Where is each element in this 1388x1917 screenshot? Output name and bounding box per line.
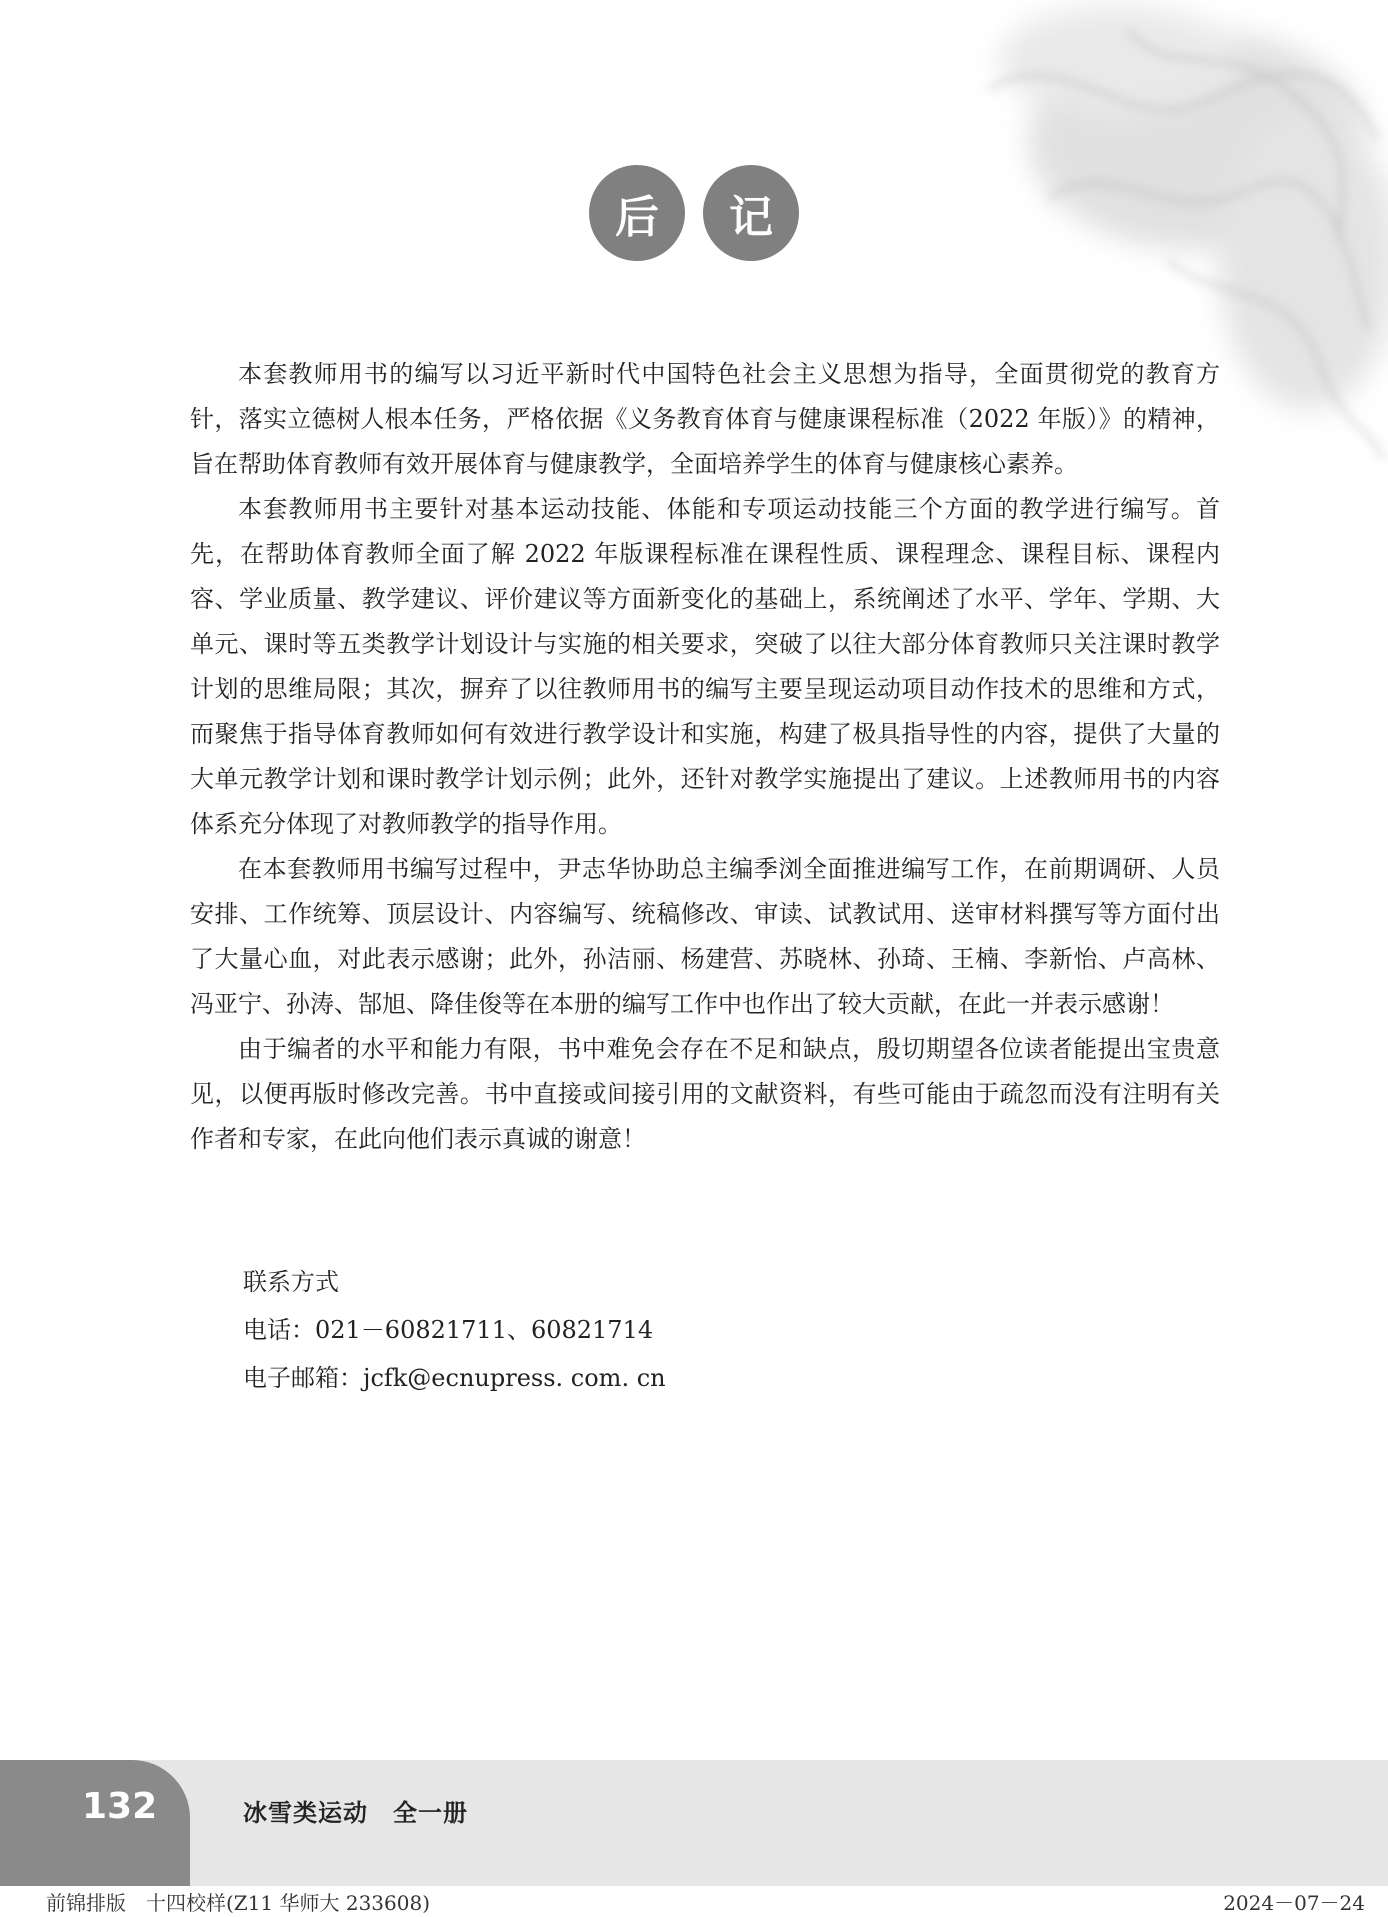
print-info-date: 2024－07－24 <box>1223 1891 1365 1915</box>
footer-band <box>0 1760 1388 1886</box>
paragraph-1: 本套教师用书的编写以习近平新时代中国特色社会主义思想为指导，全面贯彻党的教育方针，落实立德树人根本任务，严格依据《义务教育体育与健康课程标准（2022 年版）》的精神，旨在帮助体育教师有效开展体育与健康教学，全面培养学生的体育与健康核心素养。 <box>190 360 1220 478</box>
afterword-body <box>190 352 1220 1162</box>
heading-char-2: 记 <box>703 165 799 261</box>
paragraph-4: 由于编者的水平和能力有限，书中难免会存在不足和缺点，殷切期望各位读者能提出宝贵意见，以便再版时修改完善。书中直接或间接引用的文献资料，有些可能由于疏忽而没有注明有关作者和专家，在此向他们表示真诚的谢意！ <box>190 1035 1220 1153</box>
print-info-left: 前锦排版 十四校样(Z11 华师大 233608) <box>46 1891 431 1915</box>
contact-email: 电子邮箱：jcfk@ecnupress. com. cn <box>243 1364 666 1392</box>
page-heading <box>0 165 1388 261</box>
contact-block <box>243 1258 666 1402</box>
contact-label: 联系方式 <box>243 1268 339 1296</box>
heading-char-1: 后 <box>589 165 685 261</box>
paragraph-2: 本套教师用书主要针对基本运动技能、体能和专项运动技能三个方面的教学进行编写。首先，在帮助体育教师全面了解 2022 年版课程标准在课程性质、课程理念、课程目标、课程内容、学业质量、教学建议、评价建议等方面新变化的基础上，系统阐述了水平、学年、学期、大单元、课时等五类教学计划设计与实施的相关要求，突破了以往大部分体育教师只关注课时教学计划的思维局限；其次，摒弃了以往教师用书的编写主要呈现运动项目动作技术的思维和方式，而聚焦于指导体育教师如何有效进行教学设计和实施，构建了极具指导性的内容，提供了大量的大单元教学计划和课时教学计划示例；此外，还针对教学实施提出了建议。上述教师用书的内容体系充分体现了对教师教学的指导作用。 <box>190 495 1220 838</box>
page-number: 132 <box>82 1786 158 1827</box>
book-title: 冰雪类运动 全一册 <box>243 1799 468 1827</box>
paragraph-3: 在本套教师用书编写过程中，尹志华协助总主编季浏全面推进编写工作，在前期调研、人员安排、工作统筹、顶层设计、内容编写、统稿修改、审读、试教试用、送审材料撰写等方面付出了大量心血，对此表示感谢；此外，孙洁丽、杨建营、苏晓林、孙琦、王楠、李新怡、卢高林、冯亚宁、孙涛、郜旭、降佳俊等在本册的编写工作中也作出了较大贡献，在此一并表示感谢！ <box>190 855 1220 1018</box>
contact-phone: 电话：021－60821711、60821714 <box>243 1316 654 1344</box>
